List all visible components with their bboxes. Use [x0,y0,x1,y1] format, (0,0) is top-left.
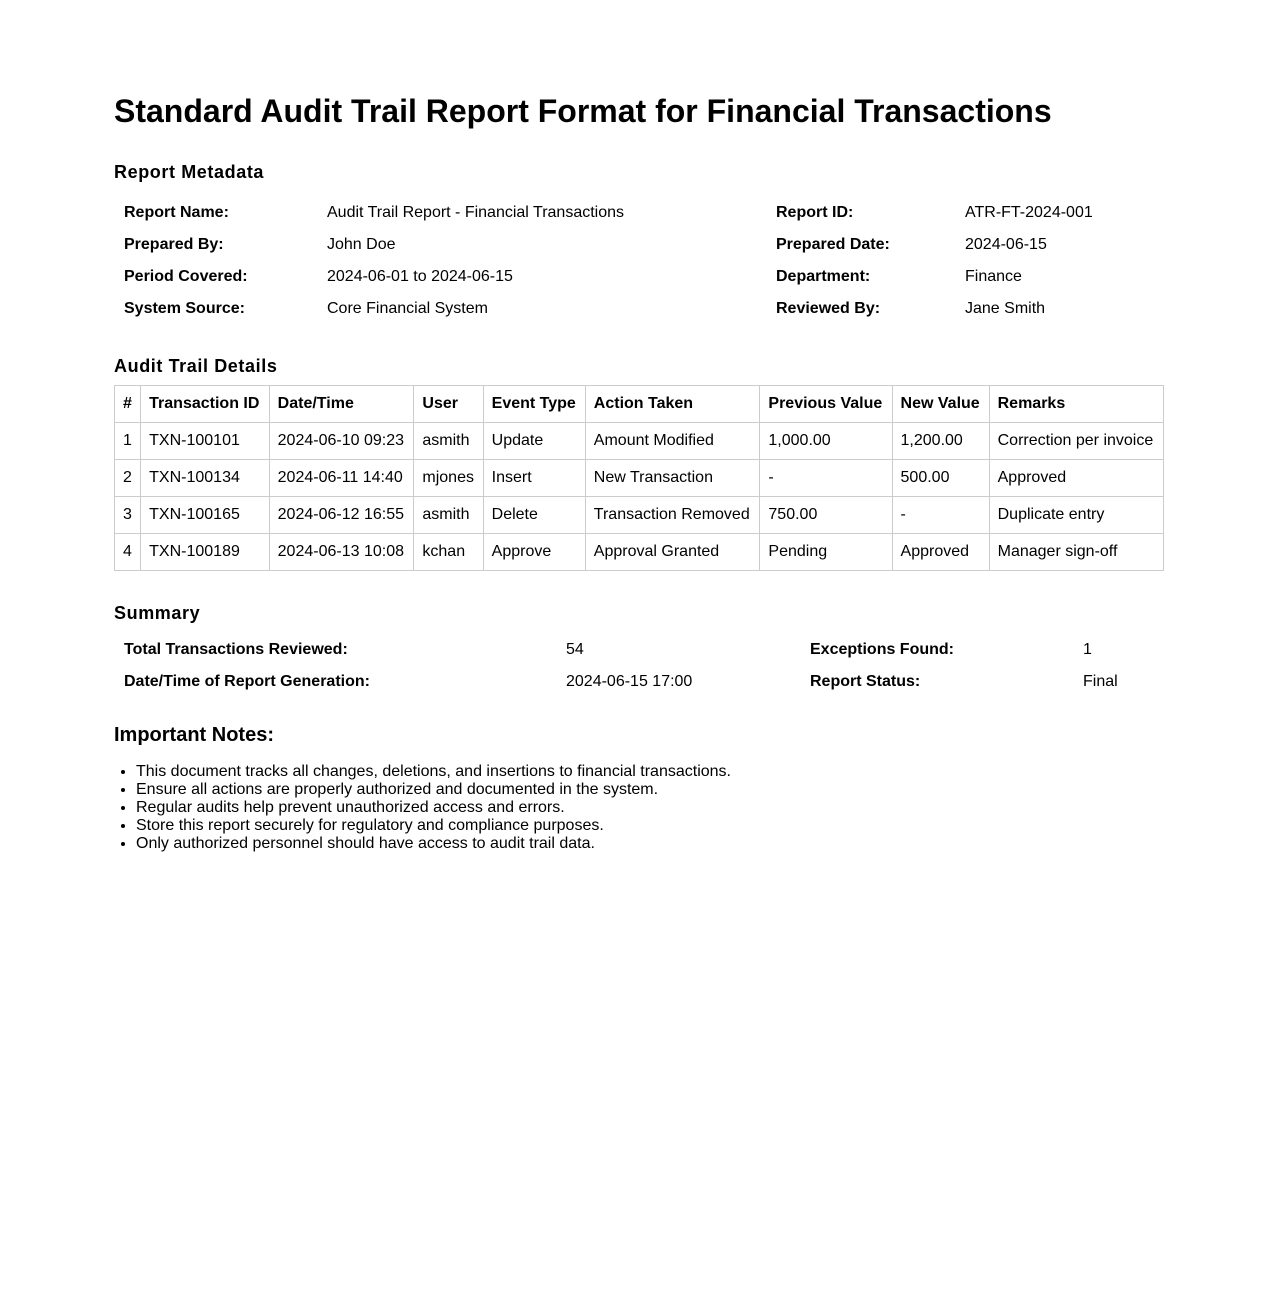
table-cell: Approve [483,534,585,571]
table-cell: Correction per invoice [989,423,1163,460]
table-cell: asmith [414,423,483,460]
table-cell: 2 [115,460,141,497]
metadata-row [114,229,1164,261]
note-item: • Only authorized personnel should have access to audit trail data. [136,835,1164,853]
table-cell: 3 [115,497,141,534]
column-header: # [115,386,141,423]
column-header: Date/Time [269,386,414,423]
summary-row [114,666,1164,698]
metadata-value: Jane Smith [965,300,1046,317]
table-row [115,497,1164,534]
column-header: User [414,386,483,423]
notes-heading: Important Notes: [114,724,274,746]
table-cell: TXN-100101 [141,423,270,460]
table-cell: Approval Granted [585,534,760,571]
column-header: Previous Value [760,386,892,423]
metadata-value: John Doe [327,236,396,253]
column-header: Event Type [483,386,585,423]
table-cell: Transaction Removed [585,497,760,534]
metadata-label: Period Covered: [124,268,248,285]
summary-row [114,634,1164,666]
summary-table [114,634,1164,698]
table-row [115,534,1164,571]
note-item: • Store this report securely for regulatory and compliance purposes. [136,817,1164,835]
metadata-label: System Source: [124,300,245,317]
table-cell: Duplicate entry [989,497,1163,534]
metadata-label: Prepared Date: [776,236,890,253]
notes-list [114,763,1164,853]
table-cell: 500.00 [892,460,989,497]
audit-header-row [115,386,1164,423]
table-cell: 4 [115,534,141,571]
metadata-label: Prepared By: [124,236,224,253]
table-cell: Delete [483,497,585,534]
page-title: Standard Audit Trail Report Format for Financial Transactions [114,93,1052,129]
note-item: • This document tracks all changes, deletions, and insertions to financial transactions. [136,763,1164,781]
summary-label: Date/Time of Report Generation: [124,673,370,690]
column-header: New Value [892,386,989,423]
metadata-row [114,261,1164,293]
table-cell: 2024-06-12 16:55 [269,497,414,534]
metadata-value: Core Financial System [327,300,488,317]
table-cell: 1,200.00 [892,423,989,460]
metadata-value: Audit Trail Report - Financial Transactions [327,204,625,221]
table-cell: Update [483,423,585,460]
metadata-value: ATR-FT-2024-001 [965,204,1093,221]
report-page [114,0,1164,853]
metadata-label: Reviewed By: [776,300,881,317]
table-cell: 2024-06-13 10:08 [269,534,414,571]
summary-label: Total Transactions Reviewed: [124,641,348,658]
metadata-value: 2024-06-01 to 2024-06-15 [327,268,513,285]
table-cell: - [892,497,989,534]
table-cell: TXN-100134 [141,460,270,497]
summary-label: Exceptions Found: [810,641,954,658]
metadata-row [114,293,1164,325]
table-cell: New Transaction [585,460,760,497]
table-cell: 750.00 [760,497,892,534]
summary-value: 1 [1083,641,1092,658]
table-cell: asmith [414,497,483,534]
metadata-label: Report Name: [124,204,229,221]
note-item: • Regular audits help prevent unauthorized access and errors. [136,799,1164,817]
summary-value: Final [1083,673,1118,690]
table-cell: - [760,460,892,497]
metadata-table [114,197,1164,325]
summary-value: 2024-06-15 17:00 [566,673,693,690]
note-item: • Ensure all actions are properly authorized and documented in the system. [136,781,1164,799]
metadata-value: 2024-06-15 [965,236,1047,253]
column-header: Remarks [989,386,1163,423]
table-cell: mjones [414,460,483,497]
table-cell: Pending [760,534,892,571]
summary-value: 54 [566,641,584,658]
audit-table [114,385,1164,571]
table-cell: 1 [115,423,141,460]
table-cell: TXN-100165 [141,497,270,534]
table-cell: Manager sign-off [989,534,1163,571]
table-cell: Amount Modified [585,423,760,460]
table-row [115,460,1164,497]
table-cell: kchan [414,534,483,571]
metadata-label: Report ID: [776,204,854,221]
table-row [115,423,1164,460]
summary-label: Report Status: [810,673,921,690]
table-cell: 1,000.00 [760,423,892,460]
table-cell: Approved [892,534,989,571]
column-header: Transaction ID [141,386,270,423]
audit-heading: Audit Trail Details [114,356,278,376]
metadata-heading: Report Metadata [114,162,265,182]
metadata-label: Department: [776,268,871,285]
table-cell: Approved [989,460,1163,497]
table-cell: 2024-06-10 09:23 [269,423,414,460]
metadata-row [114,197,1164,229]
column-header: Action Taken [585,386,760,423]
table-cell: TXN-100189 [141,534,270,571]
table-cell: Insert [483,460,585,497]
summary-heading: Summary [114,603,201,623]
table-cell: 2024-06-11 14:40 [269,460,414,497]
metadata-value: Finance [965,268,1022,285]
